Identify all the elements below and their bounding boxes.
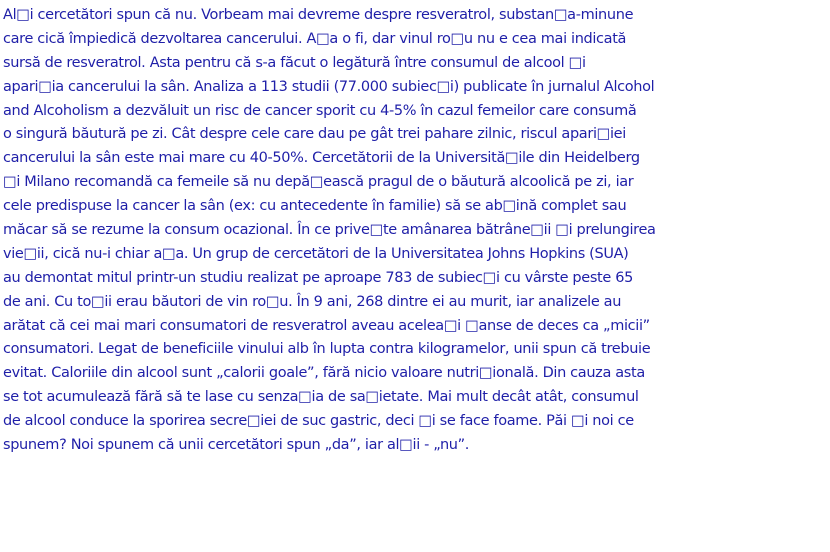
- article-text: [3, 4, 827, 458]
- text-line: vie□ii, cică nu-i chiar a□a. Un grup de cercetători de la Universitatea Johns Hopkins (SUA): [3, 245, 629, 262]
- text-line: Al□i cercetători spun că nu. Vorbeam mai devreme despre resveratrol, substan□a-minune: [3, 7, 634, 23]
- text-line: arătat că cei mai mari consumatori de resveratrol aveau acelea□i □anse de deces ca „micii”: [3, 317, 650, 334]
- text-line: cele predispuse la cancer la sân (ex: cu antecedente în familie) să se ab□ină complet sau: [3, 198, 627, 215]
- text-line: spunem? Noi spunem că unii cercetători spun „da”, iar al□ii - „nu”.: [3, 437, 470, 454]
- text-line: cancerului la sân este mai mare cu 40-50%. Cercetătorii de la Universită□ile din Heidelberg: [3, 150, 640, 167]
- text-line: and Alcoholism a dezvăluit un risc de cancer sporit cu 4-5% în cazul femeilor care consumă: [3, 102, 637, 119]
- text-line: □i Milano recomandă ca femeile să nu depă□ească pragul de o băutură alcoolică pe zi, iar: [3, 174, 634, 191]
- text-line: de alcool conduce la sporirea secre□iei de suc gastric, deci □i se face foame. Păi □i noi ce: [3, 413, 634, 430]
- text-line: apari□ia cancerului la sân. Analiza a 113 studii (77.000 subiec□i) publicate în jurnalul Alcohol: [3, 78, 655, 95]
- text-line: măcar să se rezume la consum ocazional. În ce prive□te amânarea bătrâne□ii □i prelungirea: [3, 222, 656, 239]
- text-line: sursă de resveratrol. Asta pentru că s-a făcut o legătură între consumul de alcool □i: [3, 54, 586, 71]
- text-line: au demontat mitul printr-un studiu realizat pe aproape 783 de subiec□i cu vârste peste 65: [3, 269, 633, 286]
- text-line: de ani. Cu to□ii erau băutori de vin ro□u. În 9 ani, 268 dintre ei au murit, iar analizele au: [3, 293, 622, 310]
- text-line: care cică împiedică dezvoltarea cancerului. A□a o fi, dar vinul ro□u nu e cea mai indicată: [3, 30, 627, 47]
- text-line: o singură băutură pe zi. Cât despre cele care dau pe gât trei pahare zilnic, riscul apari□iei: [3, 126, 626, 143]
- text-line: se tot acumulează fără să te lase cu senza□ia de sa□ietate. Mai mult decât atât, consumul: [3, 389, 639, 406]
- text-line: consumatori. Legat de beneficiile vinului alb în lupta contra kilogramelor, unii spun că trebuie: [3, 341, 651, 358]
- text-line: evitat. Caloriile din alcool sunt „calorii goale”, fără nicio valoare nutri□ională. Din cauza asta: [3, 365, 645, 382]
